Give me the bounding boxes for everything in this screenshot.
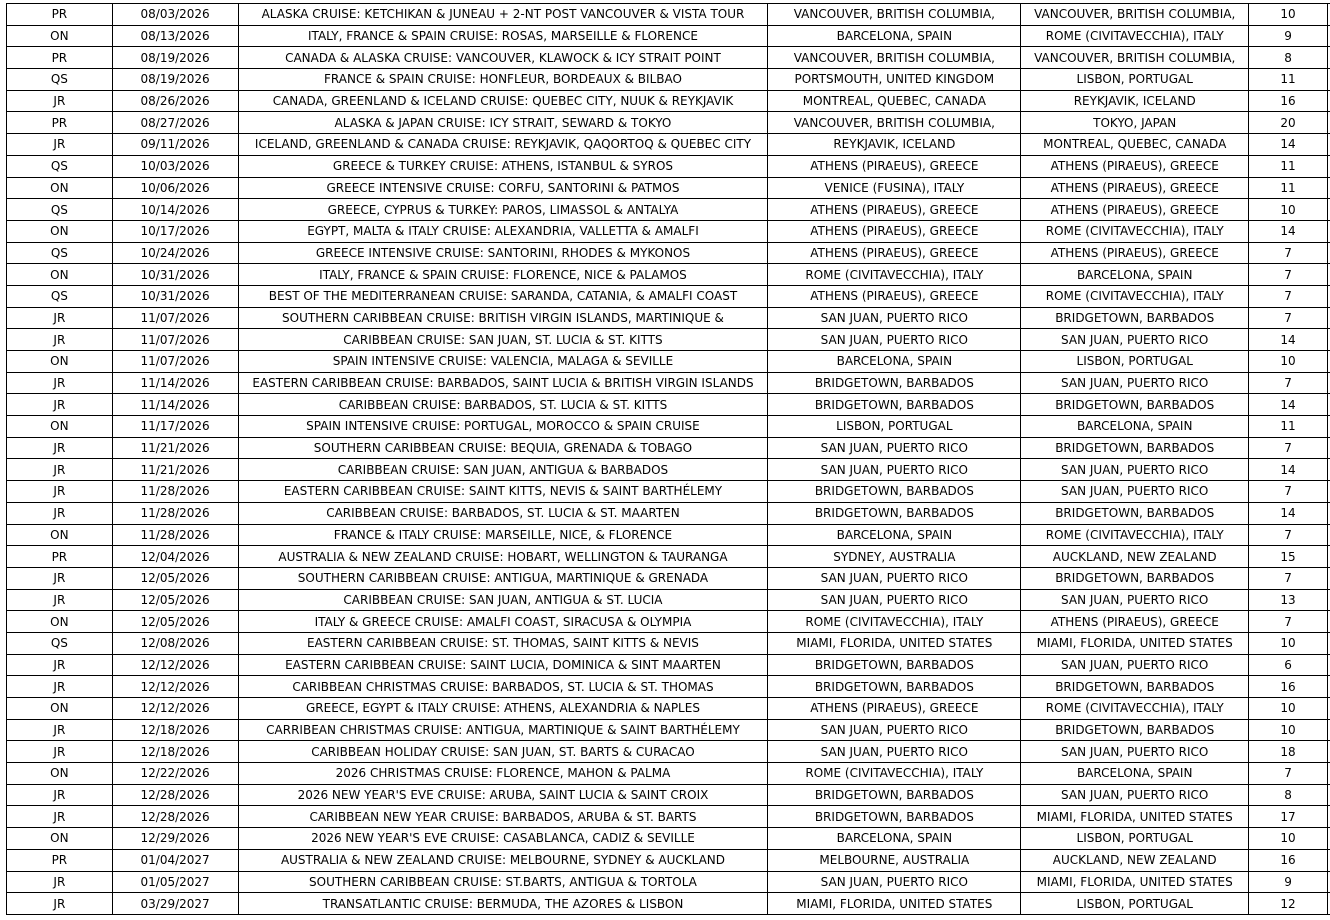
nights-cell: 10: [1249, 828, 1328, 850]
cruise-name-cell: ITALY, FRANCE & SPAIN CRUISE: ROSAS, MARSEILLE & FLORENCE: [238, 25, 768, 47]
cruise-name-cell: EASTERN CARIBBEAN CRUISE: SAINT KITTS, NEVIS & SAINT BARTHÉLEMY: [238, 481, 768, 503]
table-row: [7, 25, 1330, 47]
table-row: [7, 242, 1330, 264]
cruise-name-cell: CARIBBEAN CRUISE: BARBADOS, ST. LUCIA & ST. MAARTEN: [238, 502, 768, 524]
table-row: [7, 155, 1330, 177]
departure-date-cell: 11/28/2026: [112, 502, 238, 524]
nights-cell: 11: [1249, 155, 1328, 177]
ship-code-cell: JR: [7, 654, 113, 676]
ship-code-cell: JR: [7, 307, 113, 329]
nights-cell: 6: [1249, 654, 1328, 676]
departure-date-cell: 12/18/2026: [112, 719, 238, 741]
nights-cell: 10: [1249, 351, 1328, 373]
table-row: [7, 698, 1330, 720]
ship-code-cell: JR: [7, 567, 113, 589]
nights-cell: 7: [1249, 372, 1328, 394]
cruise-name-cell: EASTERN CARIBBEAN CRUISE: ST. THOMAS, SAINT KITTS & NEVIS: [238, 632, 768, 654]
embark-port-cell: BRIDGETOWN, BARBADOS: [768, 502, 1021, 524]
disembark-port-cell: ROME (CIVITAVECCHIA), ITALY: [1021, 25, 1249, 47]
embark-port-cell: SAN JUAN, PUERTO RICO: [768, 459, 1021, 481]
ship-code-cell: JR: [7, 589, 113, 611]
disembark-port-cell: BRIDGETOWN, BARBADOS: [1021, 307, 1249, 329]
nights-cell: 10: [1249, 632, 1328, 654]
nights-cell: 9: [1249, 25, 1328, 47]
disembark-port-cell: ATHENS (PIRAEUS), GREECE: [1021, 611, 1249, 633]
disembark-port-cell: ATHENS (PIRAEUS), GREECE: [1021, 155, 1249, 177]
nights-cell: 7: [1249, 611, 1328, 633]
ship-code-cell: ON: [7, 611, 113, 633]
nights-cell: 8: [1249, 784, 1328, 806]
table-row: [7, 502, 1330, 524]
cruise-name-cell: CANADA & ALASKA CRUISE: VANCOUVER, KLAWOCK & ICY STRAIT POINT: [238, 47, 768, 69]
embark-port-cell: BRIDGETOWN, BARBADOS: [768, 806, 1021, 828]
embark-port-cell: LISBON, PORTUGAL: [768, 416, 1021, 438]
nights-cell: 10: [1249, 199, 1328, 221]
cruise-name-cell: FRANCE & ITALY CRUISE: MARSEILLE, NICE, & FLORENCE: [238, 524, 768, 546]
nights-cell: 20: [1249, 112, 1328, 134]
cruise-schedule-table: [6, 3, 1330, 915]
ship-code-cell: ON: [7, 25, 113, 47]
embark-port-cell: SAN JUAN, PUERTO RICO: [768, 567, 1021, 589]
departure-date-cell: 11/14/2026: [112, 394, 238, 416]
disembark-port-cell: SAN JUAN, PUERTO RICO: [1021, 784, 1249, 806]
departure-date-cell: 12/12/2026: [112, 676, 238, 698]
nights-cell: 14: [1249, 134, 1328, 156]
disembark-port-cell: AUCKLAND, NEW ZEALAND: [1021, 546, 1249, 568]
disembark-port-cell: LISBON, PORTUGAL: [1021, 69, 1249, 91]
embark-port-cell: MELBOURNE, AUSTRALIA: [768, 849, 1021, 871]
disembark-port-cell: SAN JUAN, PUERTO RICO: [1021, 741, 1249, 763]
table-row: [7, 849, 1330, 871]
embark-port-cell: SAN JUAN, PUERTO RICO: [768, 871, 1021, 893]
ship-code-cell: JR: [7, 719, 113, 741]
ship-code-cell: JR: [7, 871, 113, 893]
departure-date-cell: 11/14/2026: [112, 372, 238, 394]
disembark-port-cell: BRIDGETOWN, BARBADOS: [1021, 502, 1249, 524]
cruise-name-cell: SOUTHERN CARIBBEAN CRUISE: BRITISH VIRGIN ISLANDS, MARTINIQUE &: [238, 307, 768, 329]
departure-date-cell: 12/05/2026: [112, 611, 238, 633]
departure-date-cell: 11/28/2026: [112, 524, 238, 546]
embark-port-cell: ATHENS (PIRAEUS), GREECE: [768, 155, 1021, 177]
embark-port-cell: ATHENS (PIRAEUS), GREECE: [768, 698, 1021, 720]
table-row: [7, 784, 1330, 806]
ship-code-cell: ON: [7, 264, 113, 286]
table-row: [7, 654, 1330, 676]
ship-code-cell: PR: [7, 4, 113, 26]
cruise-name-cell: EGYPT, MALTA & ITALY CRUISE: ALEXANDRIA, VALLETTA & AMALFI: [238, 220, 768, 242]
ship-code-cell: ON: [7, 351, 113, 373]
departure-date-cell: 12/12/2026: [112, 654, 238, 676]
ship-code-cell: ON: [7, 177, 113, 199]
nights-cell: 14: [1249, 502, 1328, 524]
departure-date-cell: 12/28/2026: [112, 784, 238, 806]
embark-port-cell: BRIDGETOWN, BARBADOS: [768, 784, 1021, 806]
embark-port-cell: BARCELONA, SPAIN: [768, 351, 1021, 373]
disembark-port-cell: REYKJAVIK, ICELAND: [1021, 90, 1249, 112]
nights-cell: 7: [1249, 307, 1328, 329]
cruise-name-cell: ITALY, FRANCE & SPAIN CRUISE: FLORENCE, NICE & PALAMOS: [238, 264, 768, 286]
ship-code-cell: JR: [7, 806, 113, 828]
embark-port-cell: BRIDGETOWN, BARBADOS: [768, 394, 1021, 416]
table-row: [7, 459, 1330, 481]
departure-date-cell: 12/18/2026: [112, 741, 238, 763]
disembark-port-cell: MIAMI, FLORIDA, UNITED STATES: [1021, 632, 1249, 654]
embark-port-cell: MIAMI, FLORIDA, UNITED STATES: [768, 893, 1021, 915]
embark-port-cell: SYDNEY, AUSTRALIA: [768, 546, 1021, 568]
disembark-port-cell: ATHENS (PIRAEUS), GREECE: [1021, 177, 1249, 199]
departure-date-cell: 11/28/2026: [112, 481, 238, 503]
disembark-port-cell: SAN JUAN, PUERTO RICO: [1021, 329, 1249, 351]
ship-code-cell: ON: [7, 763, 113, 785]
cruise-name-cell: GREECE, EGYPT & ITALY CRUISE: ATHENS, ALEXANDRIA & NAPLES: [238, 698, 768, 720]
embark-port-cell: SAN JUAN, PUERTO RICO: [768, 307, 1021, 329]
nights-cell: 7: [1249, 763, 1328, 785]
cruise-name-cell: SOUTHERN CARIBBEAN CRUISE: ANTIGUA, MARTINIQUE & GRENADA: [238, 567, 768, 589]
embark-port-cell: BARCELONA, SPAIN: [768, 524, 1021, 546]
cruise-schedule-body: [7, 4, 1330, 915]
departure-date-cell: 10/24/2026: [112, 242, 238, 264]
table-row: [7, 893, 1330, 915]
disembark-port-cell: BRIDGETOWN, BARBADOS: [1021, 394, 1249, 416]
departure-date-cell: 10/03/2026: [112, 155, 238, 177]
nights-cell: 10: [1249, 698, 1328, 720]
nights-cell: 7: [1249, 437, 1328, 459]
embark-port-cell: BARCELONA, SPAIN: [768, 25, 1021, 47]
disembark-port-cell: ROME (CIVITAVECCHIA), ITALY: [1021, 524, 1249, 546]
nights-cell: 7: [1249, 524, 1328, 546]
ship-code-cell: PR: [7, 47, 113, 69]
table-row: [7, 199, 1330, 221]
ship-code-cell: PR: [7, 849, 113, 871]
departure-date-cell: 11/07/2026: [112, 307, 238, 329]
cruise-name-cell: ALASKA & JAPAN CRUISE: ICY STRAIT, SEWARD & TOKYO: [238, 112, 768, 134]
cruise-name-cell: CARIBBEAN HOLIDAY CRUISE: SAN JUAN, ST. BARTS & CURACAO: [238, 741, 768, 763]
ship-code-cell: JR: [7, 134, 113, 156]
cruise-name-cell: GREECE INTENSIVE CRUISE: CORFU, SANTORINI & PATMOS: [238, 177, 768, 199]
ship-code-cell: JR: [7, 893, 113, 915]
disembark-port-cell: SAN JUAN, PUERTO RICO: [1021, 589, 1249, 611]
disembark-port-cell: ATHENS (PIRAEUS), GREECE: [1021, 242, 1249, 264]
nights-cell: 10: [1249, 4, 1328, 26]
cruise-name-cell: AUSTRALIA & NEW ZEALAND CRUISE: HOBART, WELLINGTON & TAURANGA: [238, 546, 768, 568]
nights-cell: 13: [1249, 589, 1328, 611]
embark-port-cell: MIAMI, FLORIDA, UNITED STATES: [768, 632, 1021, 654]
disembark-port-cell: VANCOUVER, BRITISH COLUMBIA,: [1021, 4, 1249, 26]
departure-date-cell: 12/12/2026: [112, 698, 238, 720]
table-row: [7, 307, 1330, 329]
cruise-name-cell: 2026 NEW YEAR'S EVE CRUISE: ARUBA, SAINT LUCIA & SAINT CROIX: [238, 784, 768, 806]
departure-date-cell: 10/14/2026: [112, 199, 238, 221]
departure-date-cell: 10/17/2026: [112, 220, 238, 242]
disembark-port-cell: ROME (CIVITAVECCHIA), ITALY: [1021, 285, 1249, 307]
disembark-port-cell: SAN JUAN, PUERTO RICO: [1021, 372, 1249, 394]
nights-cell: 11: [1249, 177, 1328, 199]
disembark-port-cell: BRIDGETOWN, BARBADOS: [1021, 437, 1249, 459]
nights-cell: 11: [1249, 69, 1328, 91]
ship-code-cell: ON: [7, 220, 113, 242]
table-row: [7, 69, 1330, 91]
cruise-name-cell: SOUTHERN CARIBBEAN CRUISE: ST.BARTS, ANTIGUA & TORTOLA: [238, 871, 768, 893]
cruise-name-cell: GREECE INTENSIVE CRUISE: SANTORINI, RHODES & MYKONOS: [238, 242, 768, 264]
table-row: [7, 112, 1330, 134]
cruise-name-cell: SPAIN INTENSIVE CRUISE: VALENCIA, MALAGA & SEVILLE: [238, 351, 768, 373]
nights-cell: 16: [1249, 849, 1328, 871]
departure-date-cell: 03/29/2027: [112, 893, 238, 915]
disembark-port-cell: MIAMI, FLORIDA, UNITED STATES: [1021, 871, 1249, 893]
ship-code-cell: QS: [7, 69, 113, 91]
cruise-name-cell: GREECE & TURKEY CRUISE: ATHENS, ISTANBUL & SYROS: [238, 155, 768, 177]
disembark-port-cell: BARCELONA, SPAIN: [1021, 264, 1249, 286]
embark-port-cell: MONTREAL, QUEBEC, CANADA: [768, 90, 1021, 112]
embark-port-cell: VANCOUVER, BRITISH COLUMBIA,: [768, 47, 1021, 69]
table-row: [7, 90, 1330, 112]
table-row: [7, 871, 1330, 893]
disembark-port-cell: BRIDGETOWN, BARBADOS: [1021, 676, 1249, 698]
departure-date-cell: 11/07/2026: [112, 351, 238, 373]
disembark-port-cell: LISBON, PORTUGAL: [1021, 828, 1249, 850]
table-row: [7, 394, 1330, 416]
departure-date-cell: 08/19/2026: [112, 47, 238, 69]
disembark-port-cell: LISBON, PORTUGAL: [1021, 893, 1249, 915]
ship-code-cell: JR: [7, 741, 113, 763]
nights-cell: 7: [1249, 242, 1328, 264]
ship-code-cell: JR: [7, 90, 113, 112]
ship-code-cell: JR: [7, 394, 113, 416]
departure-date-cell: 12/05/2026: [112, 567, 238, 589]
nights-cell: 9: [1249, 871, 1328, 893]
nights-cell: 15: [1249, 546, 1328, 568]
ship-code-cell: JR: [7, 784, 113, 806]
ship-code-cell: ON: [7, 698, 113, 720]
table-row: [7, 632, 1330, 654]
cruise-name-cell: EASTERN CARIBBEAN CRUISE: BARBADOS, SAINT LUCIA & BRITISH VIRGIN ISLANDS: [238, 372, 768, 394]
disembark-port-cell: ROME (CIVITAVECCHIA), ITALY: [1021, 698, 1249, 720]
table-row: [7, 611, 1330, 633]
nights-cell: 11: [1249, 416, 1328, 438]
table-row: [7, 437, 1330, 459]
cruise-name-cell: CARIBBEAN NEW YEAR CRUISE: BARBADOS, ARUBA & ST. BARTS: [238, 806, 768, 828]
embark-port-cell: VANCOUVER, BRITISH COLUMBIA,: [768, 4, 1021, 26]
departure-date-cell: 11/21/2026: [112, 459, 238, 481]
table-row: [7, 828, 1330, 850]
ship-code-cell: JR: [7, 676, 113, 698]
table-row: [7, 567, 1330, 589]
embark-port-cell: VENICE (FUSINA), ITALY: [768, 177, 1021, 199]
nights-cell: 17: [1249, 806, 1328, 828]
departure-date-cell: 11/21/2026: [112, 437, 238, 459]
nights-cell: 16: [1249, 676, 1328, 698]
cruise-name-cell: FRANCE & SPAIN CRUISE: HONFLEUR, BORDEAUX & BILBAO: [238, 69, 768, 91]
cruise-name-cell: CARIBBEAN CRUISE: BARBADOS, ST. LUCIA & ST. KITTS: [238, 394, 768, 416]
nights-cell: 16: [1249, 90, 1328, 112]
embark-port-cell: BRIDGETOWN, BARBADOS: [768, 372, 1021, 394]
disembark-port-cell: SAN JUAN, PUERTO RICO: [1021, 481, 1249, 503]
table-row: [7, 372, 1330, 394]
disembark-port-cell: LISBON, PORTUGAL: [1021, 351, 1249, 373]
embark-port-cell: SAN JUAN, PUERTO RICO: [768, 437, 1021, 459]
cruise-name-cell: ALASKA CRUISE: KETCHIKAN & JUNEAU + 2-NT POST VANCOUVER & VISTA TOUR: [238, 4, 768, 26]
embark-port-cell: SAN JUAN, PUERTO RICO: [768, 589, 1021, 611]
embark-port-cell: REYKJAVIK, ICELAND: [768, 134, 1021, 156]
cruise-name-cell: BEST OF THE MEDITERRANEAN CRUISE: SARANDA, CATANIA, & AMALFI COAST: [238, 285, 768, 307]
embark-port-cell: BRIDGETOWN, BARBADOS: [768, 654, 1021, 676]
disembark-port-cell: AUCKLAND, NEW ZEALAND: [1021, 849, 1249, 871]
nights-cell: 7: [1249, 264, 1328, 286]
nights-cell: 12: [1249, 893, 1328, 915]
disembark-port-cell: MONTREAL, QUEBEC, CANADA: [1021, 134, 1249, 156]
cruise-name-cell: 2026 CHRISTMAS CRUISE: FLORENCE, MAHON & PALMA: [238, 763, 768, 785]
ship-code-cell: JR: [7, 372, 113, 394]
disembark-port-cell: MIAMI, FLORIDA, UNITED STATES: [1021, 806, 1249, 828]
table-row: [7, 47, 1330, 69]
nights-cell: 14: [1249, 394, 1328, 416]
nights-cell: 18: [1249, 741, 1328, 763]
cruise-name-cell: CANADA, GREENLAND & ICELAND CRUISE: QUEBEC CITY, NUUK & REYKJAVIK: [238, 90, 768, 112]
ship-code-cell: JR: [7, 459, 113, 481]
ship-code-cell: ON: [7, 416, 113, 438]
table-row: [7, 220, 1330, 242]
table-row: [7, 4, 1330, 26]
ship-code-cell: JR: [7, 437, 113, 459]
embark-port-cell: SAN JUAN, PUERTO RICO: [768, 741, 1021, 763]
departure-date-cell: 12/22/2026: [112, 763, 238, 785]
embark-port-cell: BRIDGETOWN, BARBADOS: [768, 481, 1021, 503]
cruise-name-cell: GREECE, CYPRUS & TURKEY: PAROS, LIMASSOL & ANTALYA: [238, 199, 768, 221]
disembark-port-cell: BRIDGETOWN, BARBADOS: [1021, 567, 1249, 589]
disembark-port-cell: BARCELONA, SPAIN: [1021, 416, 1249, 438]
table-row: [7, 524, 1330, 546]
cruise-name-cell: ITALY & GREECE CRUISE: AMALFI COAST, SIRACUSA & OLYMPIA: [238, 611, 768, 633]
table-row: [7, 177, 1330, 199]
departure-date-cell: 12/08/2026: [112, 632, 238, 654]
departure-date-cell: 09/11/2026: [112, 134, 238, 156]
table-row: [7, 264, 1330, 286]
nights-cell: 7: [1249, 567, 1328, 589]
departure-date-cell: 08/03/2026: [112, 4, 238, 26]
embark-port-cell: ATHENS (PIRAEUS), GREECE: [768, 199, 1021, 221]
ship-code-cell: JR: [7, 481, 113, 503]
departure-date-cell: 01/05/2027: [112, 871, 238, 893]
disembark-port-cell: ROME (CIVITAVECCHIA), ITALY: [1021, 220, 1249, 242]
table-row: [7, 589, 1330, 611]
embark-port-cell: BRIDGETOWN, BARBADOS: [768, 676, 1021, 698]
departure-date-cell: 08/19/2026: [112, 69, 238, 91]
departure-date-cell: 11/17/2026: [112, 416, 238, 438]
embark-port-cell: VANCOUVER, BRITISH COLUMBIA,: [768, 112, 1021, 134]
ship-code-cell: QS: [7, 242, 113, 264]
ship-code-cell: PR: [7, 112, 113, 134]
table-row: [7, 285, 1330, 307]
departure-date-cell: 12/05/2026: [112, 589, 238, 611]
nights-cell: 8: [1249, 47, 1328, 69]
embark-port-cell: PORTSMOUTH, UNITED KINGDOM: [768, 69, 1021, 91]
departure-date-cell: 08/13/2026: [112, 25, 238, 47]
embark-port-cell: ROME (CIVITAVECCHIA), ITALY: [768, 264, 1021, 286]
embark-port-cell: ATHENS (PIRAEUS), GREECE: [768, 220, 1021, 242]
nights-cell: 7: [1249, 481, 1328, 503]
departure-date-cell: 01/04/2027: [112, 849, 238, 871]
embark-port-cell: BARCELONA, SPAIN: [768, 828, 1021, 850]
nights-cell: 7: [1249, 285, 1328, 307]
nights-cell: 10: [1249, 719, 1328, 741]
cruise-name-cell: CARIBBEAN CHRISTMAS CRUISE: BARBADOS, ST. LUCIA & ST. THOMAS: [238, 676, 768, 698]
table-row: [7, 546, 1330, 568]
cruise-name-cell: CARRIBEAN CHRISTMAS CRUISE: ANTIGUA, MARTINIQUE & SAINT BARTHÉLEMY: [238, 719, 768, 741]
table-row: [7, 134, 1330, 156]
departure-date-cell: 12/04/2026: [112, 546, 238, 568]
disembark-port-cell: BRIDGETOWN, BARBADOS: [1021, 719, 1249, 741]
ship-code-cell: QS: [7, 285, 113, 307]
table-row: [7, 719, 1330, 741]
disembark-port-cell: ATHENS (PIRAEUS), GREECE: [1021, 199, 1249, 221]
cruise-name-cell: ICELAND, GREENLAND & CANADA CRUISE: REYKJAVIK, QAQORTOQ & QUEBEC CITY: [238, 134, 768, 156]
departure-date-cell: 10/31/2026: [112, 264, 238, 286]
departure-date-cell: 08/26/2026: [112, 90, 238, 112]
embark-port-cell: ATHENS (PIRAEUS), GREECE: [768, 242, 1021, 264]
ship-code-cell: PR: [7, 546, 113, 568]
table-row: [7, 416, 1330, 438]
ship-code-cell: ON: [7, 524, 113, 546]
table-row: [7, 763, 1330, 785]
ship-code-cell: QS: [7, 155, 113, 177]
cruise-name-cell: CARIBBEAN CRUISE: SAN JUAN, ST. LUCIA & ST. KITTS: [238, 329, 768, 351]
table-row: [7, 741, 1330, 763]
departure-date-cell: 10/31/2026: [112, 285, 238, 307]
cruise-name-cell: TRANSATLANTIC CRUISE: BERMUDA, THE AZORES & LISBON: [238, 893, 768, 915]
table-row: [7, 676, 1330, 698]
cruise-name-cell: SOUTHERN CARIBBEAN CRUISE: BEQUIA, GRENADA & TOBAGO: [238, 437, 768, 459]
cruise-name-cell: EASTERN CARIBBEAN CRUISE: SAINT LUCIA, DOMINICA & SINT MAARTEN: [238, 654, 768, 676]
embark-port-cell: SAN JUAN, PUERTO RICO: [768, 329, 1021, 351]
nights-cell: 14: [1249, 220, 1328, 242]
disembark-port-cell: BARCELONA, SPAIN: [1021, 763, 1249, 785]
embark-port-cell: SAN JUAN, PUERTO RICO: [768, 719, 1021, 741]
nights-cell: 14: [1249, 329, 1328, 351]
embark-port-cell: ROME (CIVITAVECCHIA), ITALY: [768, 611, 1021, 633]
departure-date-cell: 12/28/2026: [112, 806, 238, 828]
departure-date-cell: 12/29/2026: [112, 828, 238, 850]
cruise-name-cell: AUSTRALIA & NEW ZEALAND CRUISE: MELBOURNE, SYDNEY & AUCKLAND: [238, 849, 768, 871]
table-row: [7, 806, 1330, 828]
disembark-port-cell: SAN JUAN, PUERTO RICO: [1021, 654, 1249, 676]
disembark-port-cell: VANCOUVER, BRITISH COLUMBIA,: [1021, 47, 1249, 69]
departure-date-cell: 11/07/2026: [112, 329, 238, 351]
ship-code-cell: QS: [7, 199, 113, 221]
disembark-port-cell: TOKYO, JAPAN: [1021, 112, 1249, 134]
embark-port-cell: ATHENS (PIRAEUS), GREECE: [768, 285, 1021, 307]
cruise-name-cell: 2026 NEW YEAR'S EVE CRUISE: CASABLANCA, CADIZ & SEVILLE: [238, 828, 768, 850]
cruise-name-cell: SPAIN INTENSIVE CRUISE: PORTUGAL, MOROCCO & SPAIN CRUISE: [238, 416, 768, 438]
ship-code-cell: JR: [7, 329, 113, 351]
cruise-name-cell: CARIBBEAN CRUISE: SAN JUAN, ANTIGUA & BARBADOS: [238, 459, 768, 481]
nights-cell: 14: [1249, 459, 1328, 481]
ship-code-cell: ON: [7, 828, 113, 850]
embark-port-cell: ROME (CIVITAVECCHIA), ITALY: [768, 763, 1021, 785]
table-row: [7, 351, 1330, 373]
table-row: [7, 481, 1330, 503]
cruise-name-cell: CARIBBEAN CRUISE: SAN JUAN, ANTIGUA & ST. LUCIA: [238, 589, 768, 611]
disembark-port-cell: SAN JUAN, PUERTO RICO: [1021, 459, 1249, 481]
departure-date-cell: 08/27/2026: [112, 112, 238, 134]
ship-code-cell: QS: [7, 632, 113, 654]
table-row: [7, 329, 1330, 351]
ship-code-cell: JR: [7, 502, 113, 524]
departure-date-cell: 10/06/2026: [112, 177, 238, 199]
